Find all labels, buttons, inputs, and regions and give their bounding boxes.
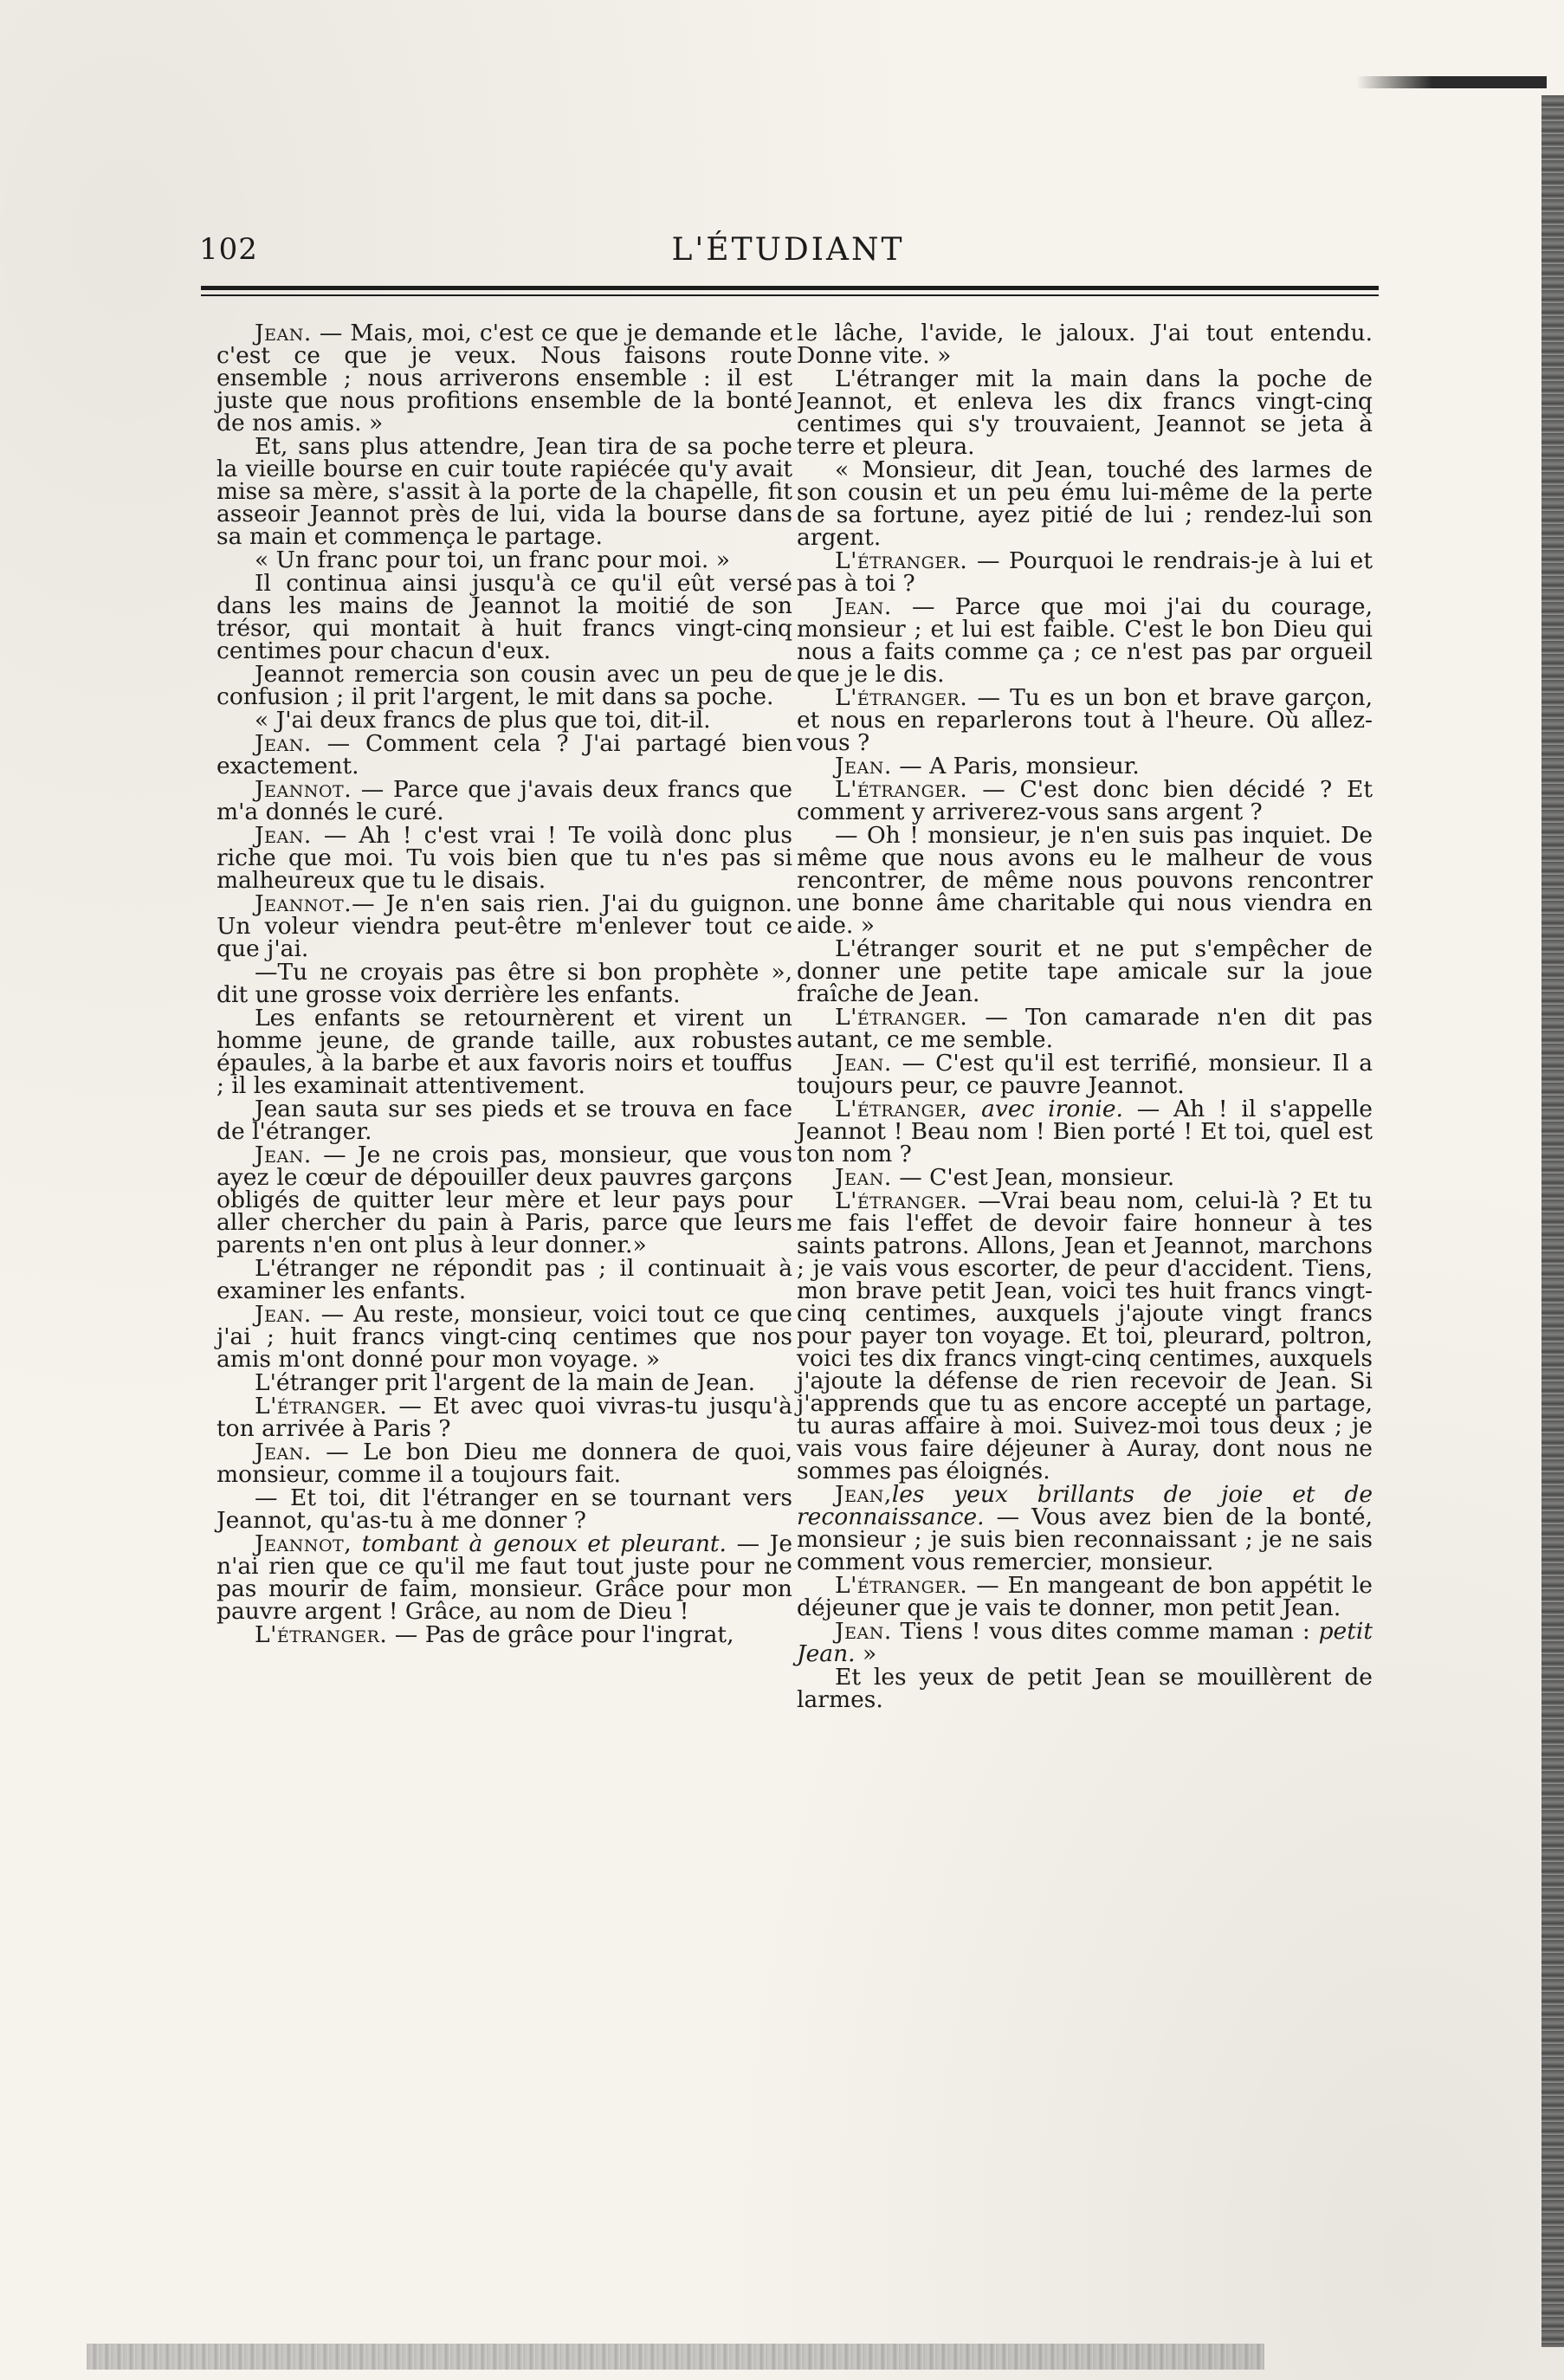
paragraph-text: — Je n'ai rien que ce qu'il me faut tout juste pour ne pas mourir de faim, monsieur. Grâce pour mon pauvre argent ! Grâce, au nom de Dieu ! <box>217 1530 792 1625</box>
paragraph <box>217 730 792 779</box>
paragraph <box>797 1098 1373 1166</box>
paragraph-text: — En mangeant de bon appétit le déjeuner que je vais te donner, mon petit Jean. <box>797 1572 1373 1621</box>
speaker-name: L'étranger. <box>835 776 968 803</box>
paragraph <box>217 1395 792 1440</box>
paragraph-text: — Pas de grâce pour l'ingrat, <box>387 1621 734 1648</box>
speaker-name: Jeannot, <box>255 1530 352 1557</box>
speaker-name: L'étranger. <box>835 684 968 711</box>
paragraph <box>217 776 792 825</box>
paragraph-text: « J'ai deux francs de plus que toi, dit-il. <box>255 707 711 734</box>
speaker-name: Jean. <box>835 1050 892 1077</box>
paragraph <box>797 935 1373 1007</box>
paragraph <box>217 1141 792 1258</box>
stage-direction: avec ironie. <box>967 1096 1123 1122</box>
speaker-name: L'étranger, <box>835 1096 968 1122</box>
speaker-name: L'étranger. <box>835 1004 968 1031</box>
paragraph <box>217 663 792 708</box>
paragraph-text: — Comment cela ? J'ai partagé bien exactement. <box>217 730 792 779</box>
left-column <box>217 322 792 1647</box>
paragraph <box>217 1621 792 1648</box>
speaker-name: L'étranger. <box>255 1621 388 1648</box>
paragraph <box>217 1098 792 1143</box>
right-column <box>797 322 1373 1712</box>
paragraph <box>797 1481 1373 1575</box>
paragraph <box>217 546 792 573</box>
paragraph <box>217 1255 792 1304</box>
paragraph <box>797 365 1373 460</box>
paragraph-text: Jean sauta sur ses pieds et se trouva en face de l'étranger. <box>217 1096 792 1145</box>
paragraph <box>797 1052 1373 1097</box>
paragraph-text: — Au reste, monsieur, voici tout ce que j'ai ; huit francs vingt-cinq centimes que nos amis m'ont donné pour mon voyage. » <box>217 1301 792 1373</box>
paragraph-text: — Ah ! c'est vrai ! Te voilà donc plus riche que moi. Tu vois bien que tu n'es pas si malheureux que tu le disais. <box>217 822 792 894</box>
speaker-name: Jean. <box>835 753 892 779</box>
paragraph <box>217 572 792 663</box>
paragraph <box>797 1006 1373 1051</box>
paragraph <box>217 709 792 732</box>
header-rule-thin <box>201 294 1379 296</box>
paragraph <box>217 1530 792 1625</box>
paragraph <box>797 547 1373 597</box>
paragraph-text: Et, sans plus attendre, Jean tira de sa poche la vieille bourse en cuir toute rapiécée qu'y avait mise sa mère, s'assit à la porte de la chapelle, fit asseoir Jeannot près de lui, vida la bourse dans sa main et commença le partage. <box>217 433 792 550</box>
paragraph-text: L'étranger sourit et ne put s'empêcher de donner une petite tape amicale sur la joue fraîche de Jean. <box>797 935 1373 1007</box>
paragraph <box>217 1484 792 1534</box>
page-number: 102 <box>199 232 258 267</box>
paragraph-text: — Pourquoi le rendrais-je à lui et pas à toi ? <box>797 547 1373 597</box>
paragraph-text: — Parce que j'avais deux francs que m'a donnés le curé. <box>217 776 792 825</box>
paragraph-text: « Un franc pour toi, un franc pour moi. » <box>255 546 730 573</box>
speaker-name: L'étranger. <box>255 1393 388 1420</box>
paragraph <box>217 890 792 962</box>
paragraph-text: —Vrai beau nom, celui-là ? Et tu me fais l'effet de devoir faire honneur à tes saints patrons. Allons, Jean et Jeannot, marchons ; je vais vous escorter, de peur d'accident. Tiens, mon brave petit Jean, voici tes huit francs vingt-cinq centimes, auxquels j'ajoute vingt francs pour payer ton voyage. Et toi, pleurard, poltron, voici tes dix francs vingt-cinq centimes, auxquels j'ajoute la défense de rien recevoir de Jean. Si j'apprends que tu as encore accepté un partage, tu auras affaire à moi. Suivez-moi tous deux ; je vais vous faire déjeuner à Auray, dont nous ne sommes pas éloignés. <box>797 1187 1373 1484</box>
paragraph <box>217 1369 792 1396</box>
speaker-name: Jean. <box>835 593 892 620</box>
paragraph <box>797 684 1373 756</box>
paragraph <box>797 1620 1373 1665</box>
italic-phrase: petit Jean. <box>797 1618 1373 1667</box>
paragraph <box>217 433 792 550</box>
speaker-name: Jean. <box>255 1439 312 1465</box>
paragraph <box>797 1164 1373 1191</box>
paragraph <box>217 822 792 894</box>
speaker-name: Jeannot. <box>255 776 352 803</box>
paragraph-text: — Je n'en sais rien. J'ai du guignon. Un voleur viendra peut-être m'enlever tout ce que j'ai. <box>217 890 792 962</box>
paragraph-text: Jeannot remercia son cousin avec un peu de confusion ; il prit l'argent, le mit dans sa poche. <box>217 661 792 710</box>
paragraph-text: — Oh ! monsieur, je n'en suis pas inquiet. De même que nous avons eu le malheur de vous rencontrer, de même nous pouvons rencontrer une bonne âme charitable qui nous viendra en aide. » <box>797 822 1373 939</box>
paragraph-text: « Monsieur, dit Jean, touché des larmes de son cousin et un peu ému lui-même de la perte de sa fortune, ayez pitié de lui ; rendez-lui son argent. <box>797 456 1373 551</box>
paragraph <box>797 1572 1373 1621</box>
running-title: L'ÉTUDIANT <box>671 232 905 268</box>
paragraph-text: — Et avec quoi vivras-tu jusqu'à ton arrivée à Paris ? <box>217 1393 792 1442</box>
speaker-name: L'étranger. <box>835 1187 968 1214</box>
speaker-name: Jean. <box>255 822 312 849</box>
running-header <box>199 232 1377 284</box>
paragraph-text: Tiens ! vous dites comme maman : <box>891 1618 1319 1645</box>
speaker-name: Jean, <box>835 1481 892 1508</box>
speaker-name: Jean. <box>835 1618 892 1645</box>
paragraph <box>217 1303 792 1371</box>
paragraph-text: — C'est qu'il est terrifié, monsieur. Il a toujours peur, ce pauvre Jeannot. <box>797 1050 1373 1099</box>
paragraph <box>217 322 792 435</box>
paragraph <box>797 1666 1373 1711</box>
speaker-name: Jean. <box>835 1164 892 1191</box>
stage-direction: tombant à genoux et pleurant. <box>352 1530 727 1557</box>
paragraph-text: — Mais, moi, c'est ce que je demande et c'est ce que je veux. Nous faisons route ensemble ; nous arriverons ensemble : il est juste que nous profitions ensemble de la bonté de nos amis. » <box>217 320 792 437</box>
paragraph-text: — Tu es un bon et brave garçon, et nous en reparlerons tout à l'heure. Où allez-vous ? <box>797 684 1373 756</box>
paragraph-text: — C'est donc bien décidé ? Et comment y arriverez-vous sans argent ? <box>797 776 1373 825</box>
paragraph <box>217 961 792 1006</box>
paragraph-text: — A Paris, monsieur. <box>891 753 1140 779</box>
paragraph <box>217 1007 792 1097</box>
speaker-name: Jean. <box>255 1141 312 1168</box>
paragraph-text: » <box>855 1640 877 1667</box>
paragraph-text: — Je ne crois pas, monsieur, que vous ayez le cœur de dépouiller deux pauvres garçons obligés de quitter leur mère et leur pays pour aller chercher du pain à Paris, parce que leurs parents n'en ont plus à leur donner.» <box>217 1141 792 1258</box>
speaker-name: L'étranger. <box>835 547 968 574</box>
page-edge-top-artifact <box>1356 76 1547 88</box>
header-rule-thick <box>201 286 1379 290</box>
paragraph-text: L'étranger mit la main dans la poche de Jeannot, et enleva les dix francs vingt-cinq centimes qui s'y trouvaient, Jeannot se jeta à terre et pleura. <box>797 365 1373 460</box>
paragraph-text: L'étranger prit l'argent de la main de Jean. <box>255 1369 756 1396</box>
speaker-name: Jean. <box>255 1301 312 1328</box>
paragraph <box>797 776 1373 825</box>
page-edge-scan-artifact <box>1541 95 1564 2347</box>
paragraph-text: le lâche, l'avide, le jaloux. J'ai tout entendu. Donne vite. » <box>797 320 1373 369</box>
paragraph <box>797 322 1373 367</box>
paragraph <box>797 1187 1373 1484</box>
paragraph-text: — Le bon Dieu me donnera de quoi, monsieur, comme il a toujours fait. <box>217 1439 792 1488</box>
speaker-name: Jean. <box>255 730 312 757</box>
paragraph <box>797 593 1373 688</box>
paragraph-text: — C'est Jean, monsieur. <box>891 1164 1175 1191</box>
paragraph <box>797 456 1373 551</box>
paragraph-text: Et les yeux de petit Jean se mouillèrent de larmes. <box>797 1664 1373 1713</box>
paragraph-text: — Et toi, dit l'étranger en se tournant vers Jeannot, qu'as-tu à me donner ? <box>217 1484 792 1534</box>
speaker-name: L'étranger. <box>835 1572 968 1599</box>
paragraph-text: Les enfants se retournèrent et virent un homme jeune, de grande taille, aux robustes épaules, à la barbe et aux favoris noirs et touffus ; il les examinait attentivement. <box>217 1005 792 1099</box>
paragraph-text: — Ah ! il s'appelle Jeannot ! Beau nom ! Bien porté ! Et toi, quel est ton nom ? <box>797 1096 1373 1167</box>
speaker-name: Jean. <box>255 320 312 346</box>
paragraph-text: — Ton camarade n'en dit pas autant, ce me semble. <box>797 1004 1373 1053</box>
paragraph-text: — Vous avez bien de la bonté, monsieur ; je suis bien reconnaissant ; je ne sais comment vous remercier, monsieur. <box>797 1504 1373 1575</box>
paragraph <box>797 822 1373 939</box>
paragraph <box>797 755 1373 778</box>
paragraph-text: L'étranger ne répondit pas ; il continuait à examiner les enfants. <box>217 1255 792 1304</box>
paragraph <box>217 1441 792 1486</box>
paragraph-text: —Tu ne croyais pas être si bon prophète », dit une grosse voix derrière les enfants. <box>217 959 792 1008</box>
speaker-name: Jeannot. <box>255 890 352 917</box>
stage-direction: les yeux brillants de joie et de reconnaissance. <box>797 1481 1373 1530</box>
paragraph-text: Il continua ainsi jusqu'à ce qu'il eût versé dans les mains de Jeannot la moitié de son trésor, qui montait à huit francs vingt-cinq centimes pour chacun d'eux. <box>217 570 792 664</box>
bottom-scan-artifact <box>87 2344 1264 2370</box>
paragraph-text: — Parce que moi j'ai du courage, monsieur ; et lui est faible. C'est le bon Dieu qui nous a faits comme ça ; ce n'est pas par orgueil que je le dis. <box>797 593 1373 688</box>
